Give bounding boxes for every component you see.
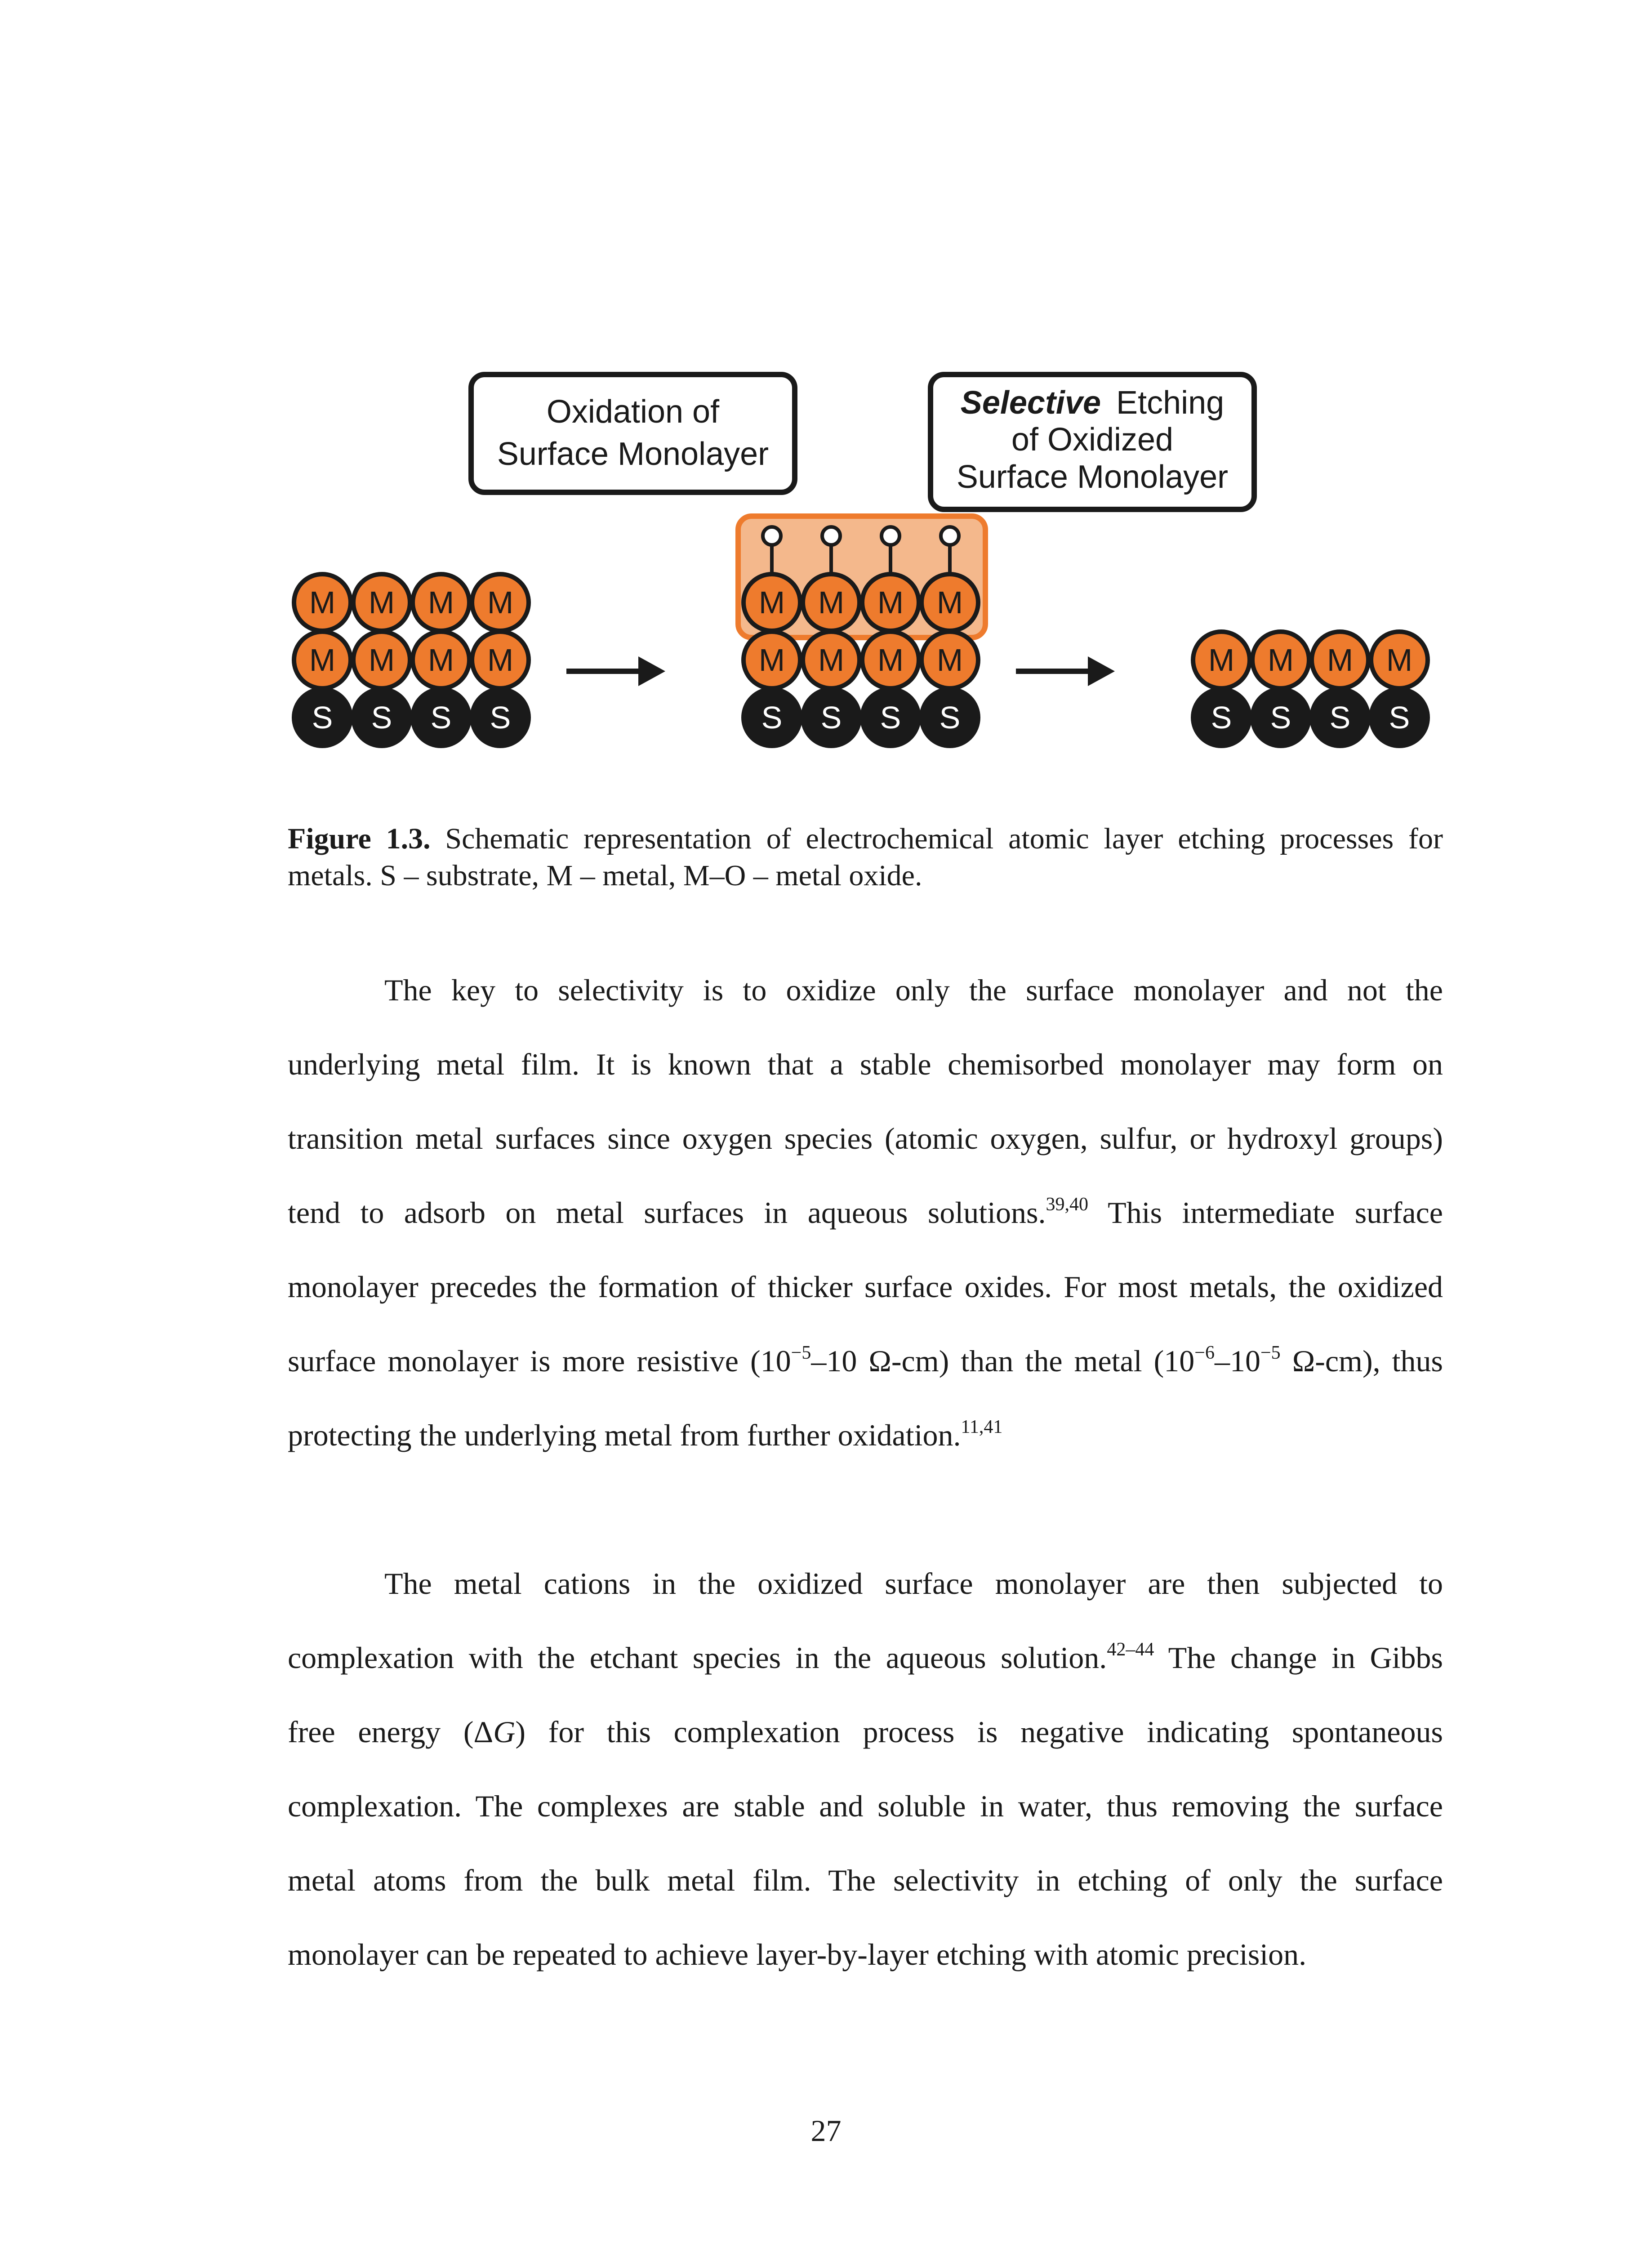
p2-line-6: monolayer can be repeated to achieve layer-by-layer etching with atomic precision. <box>288 1937 1307 1971</box>
substrate-atom <box>1312 689 1368 746</box>
substrate-atom <box>862 689 919 746</box>
svg-text:M: M <box>877 585 904 620</box>
atom-stack-initial <box>294 574 529 746</box>
metal-atom <box>1252 632 1309 688</box>
label-etching-line2: of Oxidized <box>1011 422 1174 458</box>
substrate-atom <box>803 689 859 746</box>
atom-stack-oxidized <box>744 574 978 746</box>
svg-text:S: S <box>430 700 452 735</box>
svg-text:M: M <box>758 585 785 620</box>
svg-text:S: S <box>820 700 842 735</box>
svg-text:M: M <box>487 642 514 678</box>
p1-line-7: protecting the underlying metal from further oxidation.$^{11,41}$ <box>288 1417 1003 1452</box>
metal-atom <box>472 574 529 631</box>
caption-label: Figure 1.3. <box>288 822 431 855</box>
metal-atom <box>862 632 919 688</box>
metal-atom <box>922 574 978 631</box>
metal-atom <box>922 632 978 688</box>
svg-text:M: M <box>818 642 845 678</box>
svg-text:S: S <box>371 700 392 735</box>
arrow-right-icon <box>1016 656 1115 686</box>
metal-atom <box>1312 632 1368 688</box>
paragraph-2 <box>288 1547 1443 1992</box>
atom-stack-etched <box>1193 632 1428 746</box>
svg-text:M: M <box>309 642 336 678</box>
svg-text:M: M <box>487 585 514 620</box>
p1-line-6: surface monolayer is more resistive ($10^{-5}-10$ Ω-cm) than the metal ($10^{-6}-10^{-5}$ Ω-cm), thus <box>288 1343 1443 1378</box>
svg-text:Selective Etching <box>961 385 1224 421</box>
metal-atom <box>294 574 351 631</box>
svg-text:M: M <box>936 642 963 678</box>
figure-schematic <box>270 351 1456 809</box>
p2-line-3: free energy (ΔG) for this complexation process is negative indicating spontaneous <box>288 1715 1443 1749</box>
label-etching-box <box>931 375 1254 509</box>
svg-text:S: S <box>1329 700 1351 735</box>
substrate-atom <box>1252 689 1309 746</box>
caption-text-2: metals. S – substrate, M – metal, M–O – metal oxide. <box>288 859 922 892</box>
svg-text:S: S <box>1389 700 1410 735</box>
svg-text:S: S <box>880 700 901 735</box>
metal-atom <box>294 632 351 688</box>
p1-line-1: The key to selectivity is to oxidize only the surface monolayer and not the <box>384 973 1443 1007</box>
paragraph-1 <box>288 953 1443 1472</box>
p1-line-3: transition metal surfaces since oxygen species (atomic oxygen, sulfur, or hydroxyl groups) <box>288 1121 1443 1155</box>
svg-text:M: M <box>427 642 454 678</box>
svg-text:S: S <box>761 700 783 735</box>
p1-line-5: monolayer precedes the formation of thicker surface oxides. For most metals, the oxidized <box>288 1270 1443 1304</box>
label-etching-line3: Surface Monolayer <box>956 459 1229 495</box>
substrate-atom <box>922 689 978 746</box>
substrate-atom <box>1371 689 1428 746</box>
metal-atom <box>1371 632 1428 688</box>
p2-line-1: The metal cations in the oxidized surface monolayer are then subjected to <box>384 1566 1443 1601</box>
p1-line-4: tend to adsorb on metal surfaces in aqueous solutions.$^{39,40}$ This intermediate surface <box>288 1194 1443 1230</box>
metal-atom <box>744 632 800 688</box>
svg-text:M: M <box>1208 642 1235 678</box>
p2-line-4: complexation. The complexes are stable and soluble in water, thus removing the surface <box>288 1789 1443 1823</box>
svg-text:S: S <box>312 700 333 735</box>
label-etching-word: Etching <box>1116 385 1225 421</box>
svg-text:S: S <box>1270 700 1291 735</box>
svg-text:M: M <box>427 585 454 620</box>
metal-atom <box>472 632 529 688</box>
metal-atom <box>1193 632 1250 688</box>
oxygen-atom <box>763 527 781 545</box>
label-oxidation-line1: Oxidation of <box>546 394 720 430</box>
svg-text:S: S <box>939 700 961 735</box>
substrate-atom <box>1193 689 1250 746</box>
svg-text:S: S <box>490 700 511 735</box>
oxygen-atom <box>822 527 840 545</box>
label-oxidation-line2: Surface Monolayer <box>497 436 769 472</box>
metal-atom <box>353 574 410 631</box>
p2-line-5: metal atoms from the bulk metal film. The selectivity in etching of only the surface <box>288 1863 1443 1897</box>
svg-text:M: M <box>758 642 785 678</box>
label-oxidation-box <box>471 375 795 492</box>
metal-atom <box>862 574 919 631</box>
p2-line-2: complexation with the etchant species in the aqueous solution.$^{42-44}$ The change in Gibbs <box>288 1639 1443 1675</box>
metal-atom <box>353 632 410 688</box>
label-etching-bold: Selective <box>960 385 1101 421</box>
caption-text-1: Schematic representation of electrochemical atomic layer etching processes for <box>445 822 1443 855</box>
svg-text:M: M <box>936 585 963 620</box>
svg-text:M: M <box>818 585 845 620</box>
figure-caption <box>288 821 1443 894</box>
svg-text:M: M <box>1327 642 1354 678</box>
page-number: 27 <box>810 2114 842 2148</box>
svg-text:M: M <box>368 642 395 678</box>
substrate-atom <box>744 689 800 746</box>
metal-atom <box>803 632 859 688</box>
substrate-atom <box>472 689 529 746</box>
metal-atom <box>413 632 469 688</box>
svg-text:M: M <box>309 585 336 620</box>
svg-text:M: M <box>877 642 904 678</box>
oxygen-atom <box>882 527 899 545</box>
metal-atom <box>413 574 469 631</box>
svg-text:M: M <box>1267 642 1294 678</box>
svg-text:M: M <box>1386 642 1413 678</box>
substrate-atom <box>353 689 410 746</box>
arrow-right-icon <box>566 656 665 686</box>
substrate-atom <box>413 689 469 746</box>
svg-text:S: S <box>1211 700 1232 735</box>
metal-atom <box>803 574 859 631</box>
p1-line-2: underlying metal film. It is known that a stable chemisorbed monolayer may form on <box>288 1047 1443 1081</box>
oxygen-atom <box>941 527 959 545</box>
svg-text:M: M <box>368 585 395 620</box>
substrate-atom <box>294 689 351 746</box>
metal-atom <box>744 574 800 631</box>
